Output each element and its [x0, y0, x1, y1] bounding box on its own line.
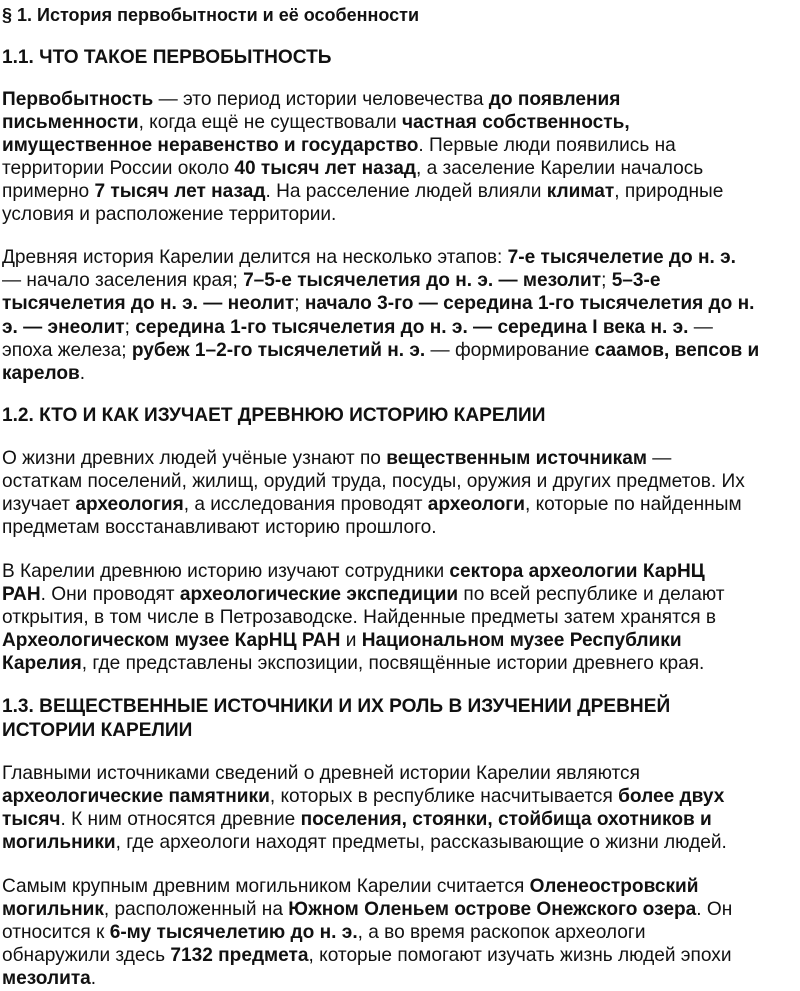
text-run: эпоха железа; — [2, 340, 132, 361]
text-run: . Первые люди появились на — [418, 135, 676, 156]
bold-text: карелов — [2, 363, 80, 384]
text-line — [2, 585, 724, 604]
bold-text: Археологическом музее КарНЦ РАН — [2, 630, 341, 651]
text-run: и — [340, 630, 362, 651]
text-line — [2, 294, 754, 313]
text-line — [2, 472, 745, 491]
text-run: , где представлены экспозиции, посвящённые истории древнего края. — [81, 653, 705, 674]
text-run: . На расселение людей влияли — [265, 181, 547, 202]
text-line — [2, 136, 676, 155]
bold-text: Первобытность — [2, 89, 154, 110]
text-run: Самым крупным древним могильником Карелии считается — [2, 876, 530, 897]
text-line — [2, 341, 759, 360]
text-run: ; — [601, 270, 612, 291]
bold-text: 6-му тысячелетию до н. э. — [109, 922, 358, 943]
bold-text: э. — энеолит — [2, 317, 125, 338]
text-run: , которых в республике насчитывается — [269, 786, 619, 807]
bold-text: археология — [75, 494, 184, 515]
bold-text: саамов, вепсов и — [594, 340, 760, 361]
section-heading: 1.1. ЧТО ТАКОЕ ПЕРВОБЫТНОСТЬ — [2, 47, 332, 68]
text-run: ; — [294, 293, 305, 314]
bold-text: середина 1-го тысячелетия до н. э. — середина I века н. э. — [135, 317, 689, 338]
document-title: § 1. История первобытности и её особенности — [2, 5, 420, 25]
text-line — [2, 900, 732, 919]
text-run: . — [79, 363, 86, 384]
text-run: относится к — [2, 922, 110, 943]
text-run: В Карелии древнюю историю изучают сотрудники — [2, 561, 450, 582]
text-run: — начало заселения края; — [2, 270, 244, 291]
text-line — [2, 159, 703, 178]
text-run: обнаружили здесь — [2, 945, 171, 966]
section-heading: ИСТОРИИ КАРЕЛИИ — [2, 720, 193, 741]
text-line — [2, 495, 742, 514]
bold-text: археологические памятники — [2, 786, 270, 807]
bold-text: рубеж 1–2-го тысячелетий н. э. — [131, 340, 426, 361]
text-line — [2, 833, 727, 852]
text-line — [2, 810, 712, 829]
text-line — [2, 113, 630, 132]
bold-text: археологические экспедиции — [179, 584, 459, 605]
section-heading: 1.2. КТО И КАК ИЗУЧАЕТ ДРЕВНЮЮ ИСТОРИЮ КАРЕЛИИ — [2, 405, 546, 426]
text-run: . — [90, 968, 97, 989]
text-run: . К ним относятся древние — [60, 809, 301, 830]
bold-text: тысячелетия до н. э. — неолит — [2, 293, 295, 314]
bold-text: Южном Оленьем острове Онежского озера — [288, 899, 697, 920]
bold-text: поселения, стоянки, стойбища охотников и — [300, 809, 712, 830]
text-run: , а исследования проводят — [183, 494, 428, 515]
text-line — [2, 946, 732, 965]
text-line — [2, 90, 620, 109]
bold-text: мезолита — [2, 968, 91, 989]
text-line — [2, 877, 699, 896]
bold-text: 7132 предмета — [170, 945, 309, 966]
text-run: примерно — [2, 181, 95, 202]
bold-text: РАН — [2, 584, 41, 605]
text-run: — — [646, 448, 672, 469]
text-run: территории России около — [2, 158, 235, 179]
text-run: , где археологи находят предметы, рассказывающие о жизни людей. — [115, 832, 727, 853]
text-run: открытия, в том числе в Петрозаводске. Найденные предметы затем хранятся в — [2, 607, 716, 628]
text-run: , а заселение Карелии началось — [416, 158, 704, 179]
text-line — [2, 248, 736, 267]
text-line — [2, 787, 724, 806]
text-line — [2, 654, 704, 673]
text-line — [2, 318, 713, 337]
bold-text: письменности — [2, 112, 139, 133]
text-run: предметам восстанавливают историю прошлого. — [2, 517, 437, 538]
text-run: , которые помогают изучать жизнь людей эпохи — [308, 945, 732, 966]
text-line — [2, 271, 661, 290]
bold-text: 7 тысяч лет назад — [94, 181, 266, 202]
bold-text: сектора археологии КарНЦ — [449, 561, 705, 582]
bold-text: до появления — [488, 89, 621, 110]
text-run: О жизни древних людей учёные узнают по — [2, 448, 387, 469]
bold-text: вещественным источникам — [386, 448, 647, 469]
text-run: Древняя история Карелии делится на несколько этапов: — [2, 247, 508, 268]
text-run: — это период истории человечества — [153, 89, 489, 110]
text-line — [2, 631, 682, 650]
text-run: , когда ещё не существовали — [138, 112, 402, 133]
text-line — [2, 205, 336, 224]
bold-text: более двух — [618, 786, 725, 807]
text-run: — — [688, 317, 713, 338]
bold-text: могильник — [2, 899, 104, 920]
text-run: Главными источниками сведений о древней истории Карелии являются — [2, 763, 640, 784]
text-line — [2, 923, 646, 942]
bold-text: частная собственность, — [401, 112, 630, 133]
bold-text: начало 3-го — середина 1-го тысячелетия до н. — [304, 293, 755, 314]
bold-text: Национальном музее Республики — [361, 630, 682, 651]
text-line — [2, 764, 640, 783]
bold-text: Оленеостровский — [529, 876, 699, 897]
text-run: условия и расположение территории. — [2, 204, 337, 225]
text-run: ; — [124, 317, 136, 338]
section-heading: 1.3. ВЕЩЕСТВЕННЫЕ ИСТОЧНИКИ И ИХ РОЛЬ В ИЗУЧЕНИИ ДРЕВНЕЙ — [2, 696, 671, 717]
text-line — [2, 518, 437, 537]
bold-text: 7–5-е тысячелетия до н. э. — мезолит — [243, 270, 602, 291]
bold-text: 40 тысяч лет назад — [234, 158, 416, 179]
text-line — [2, 969, 96, 988]
bold-text: имущественное неравенство и государство — [2, 135, 419, 156]
text-run: , расположенный на — [103, 899, 289, 920]
bold-text: 5–3-е — [611, 270, 661, 291]
text-line — [2, 562, 705, 581]
text-run: , природные — [614, 181, 724, 202]
text-line — [2, 608, 716, 627]
bold-text: Карелия — [2, 653, 82, 674]
bold-text: 7-е тысячелетие до н. э. — [507, 247, 736, 268]
text-line — [2, 449, 671, 468]
text-line — [2, 182, 723, 201]
text-run: остаткам поселений, жилищ, орудий труда, посуды, оружия и других предметов. Их — [2, 471, 745, 492]
text-run: . Они проводят — [40, 584, 180, 605]
bold-text: археологи — [427, 494, 525, 515]
text-run: . Он — [696, 899, 733, 920]
text-run: — формирование — [425, 340, 595, 361]
text-line — [2, 364, 85, 383]
bold-text: климат — [546, 181, 615, 202]
bold-text: тысяч — [2, 809, 61, 830]
text-run: , которые по найденным — [524, 494, 742, 515]
text-run: , а во время раскопок археологи — [357, 922, 646, 943]
text-run: по всей республике и делают — [458, 584, 725, 605]
bold-text: могильники — [2, 832, 116, 853]
text-run: изучает — [2, 494, 76, 515]
